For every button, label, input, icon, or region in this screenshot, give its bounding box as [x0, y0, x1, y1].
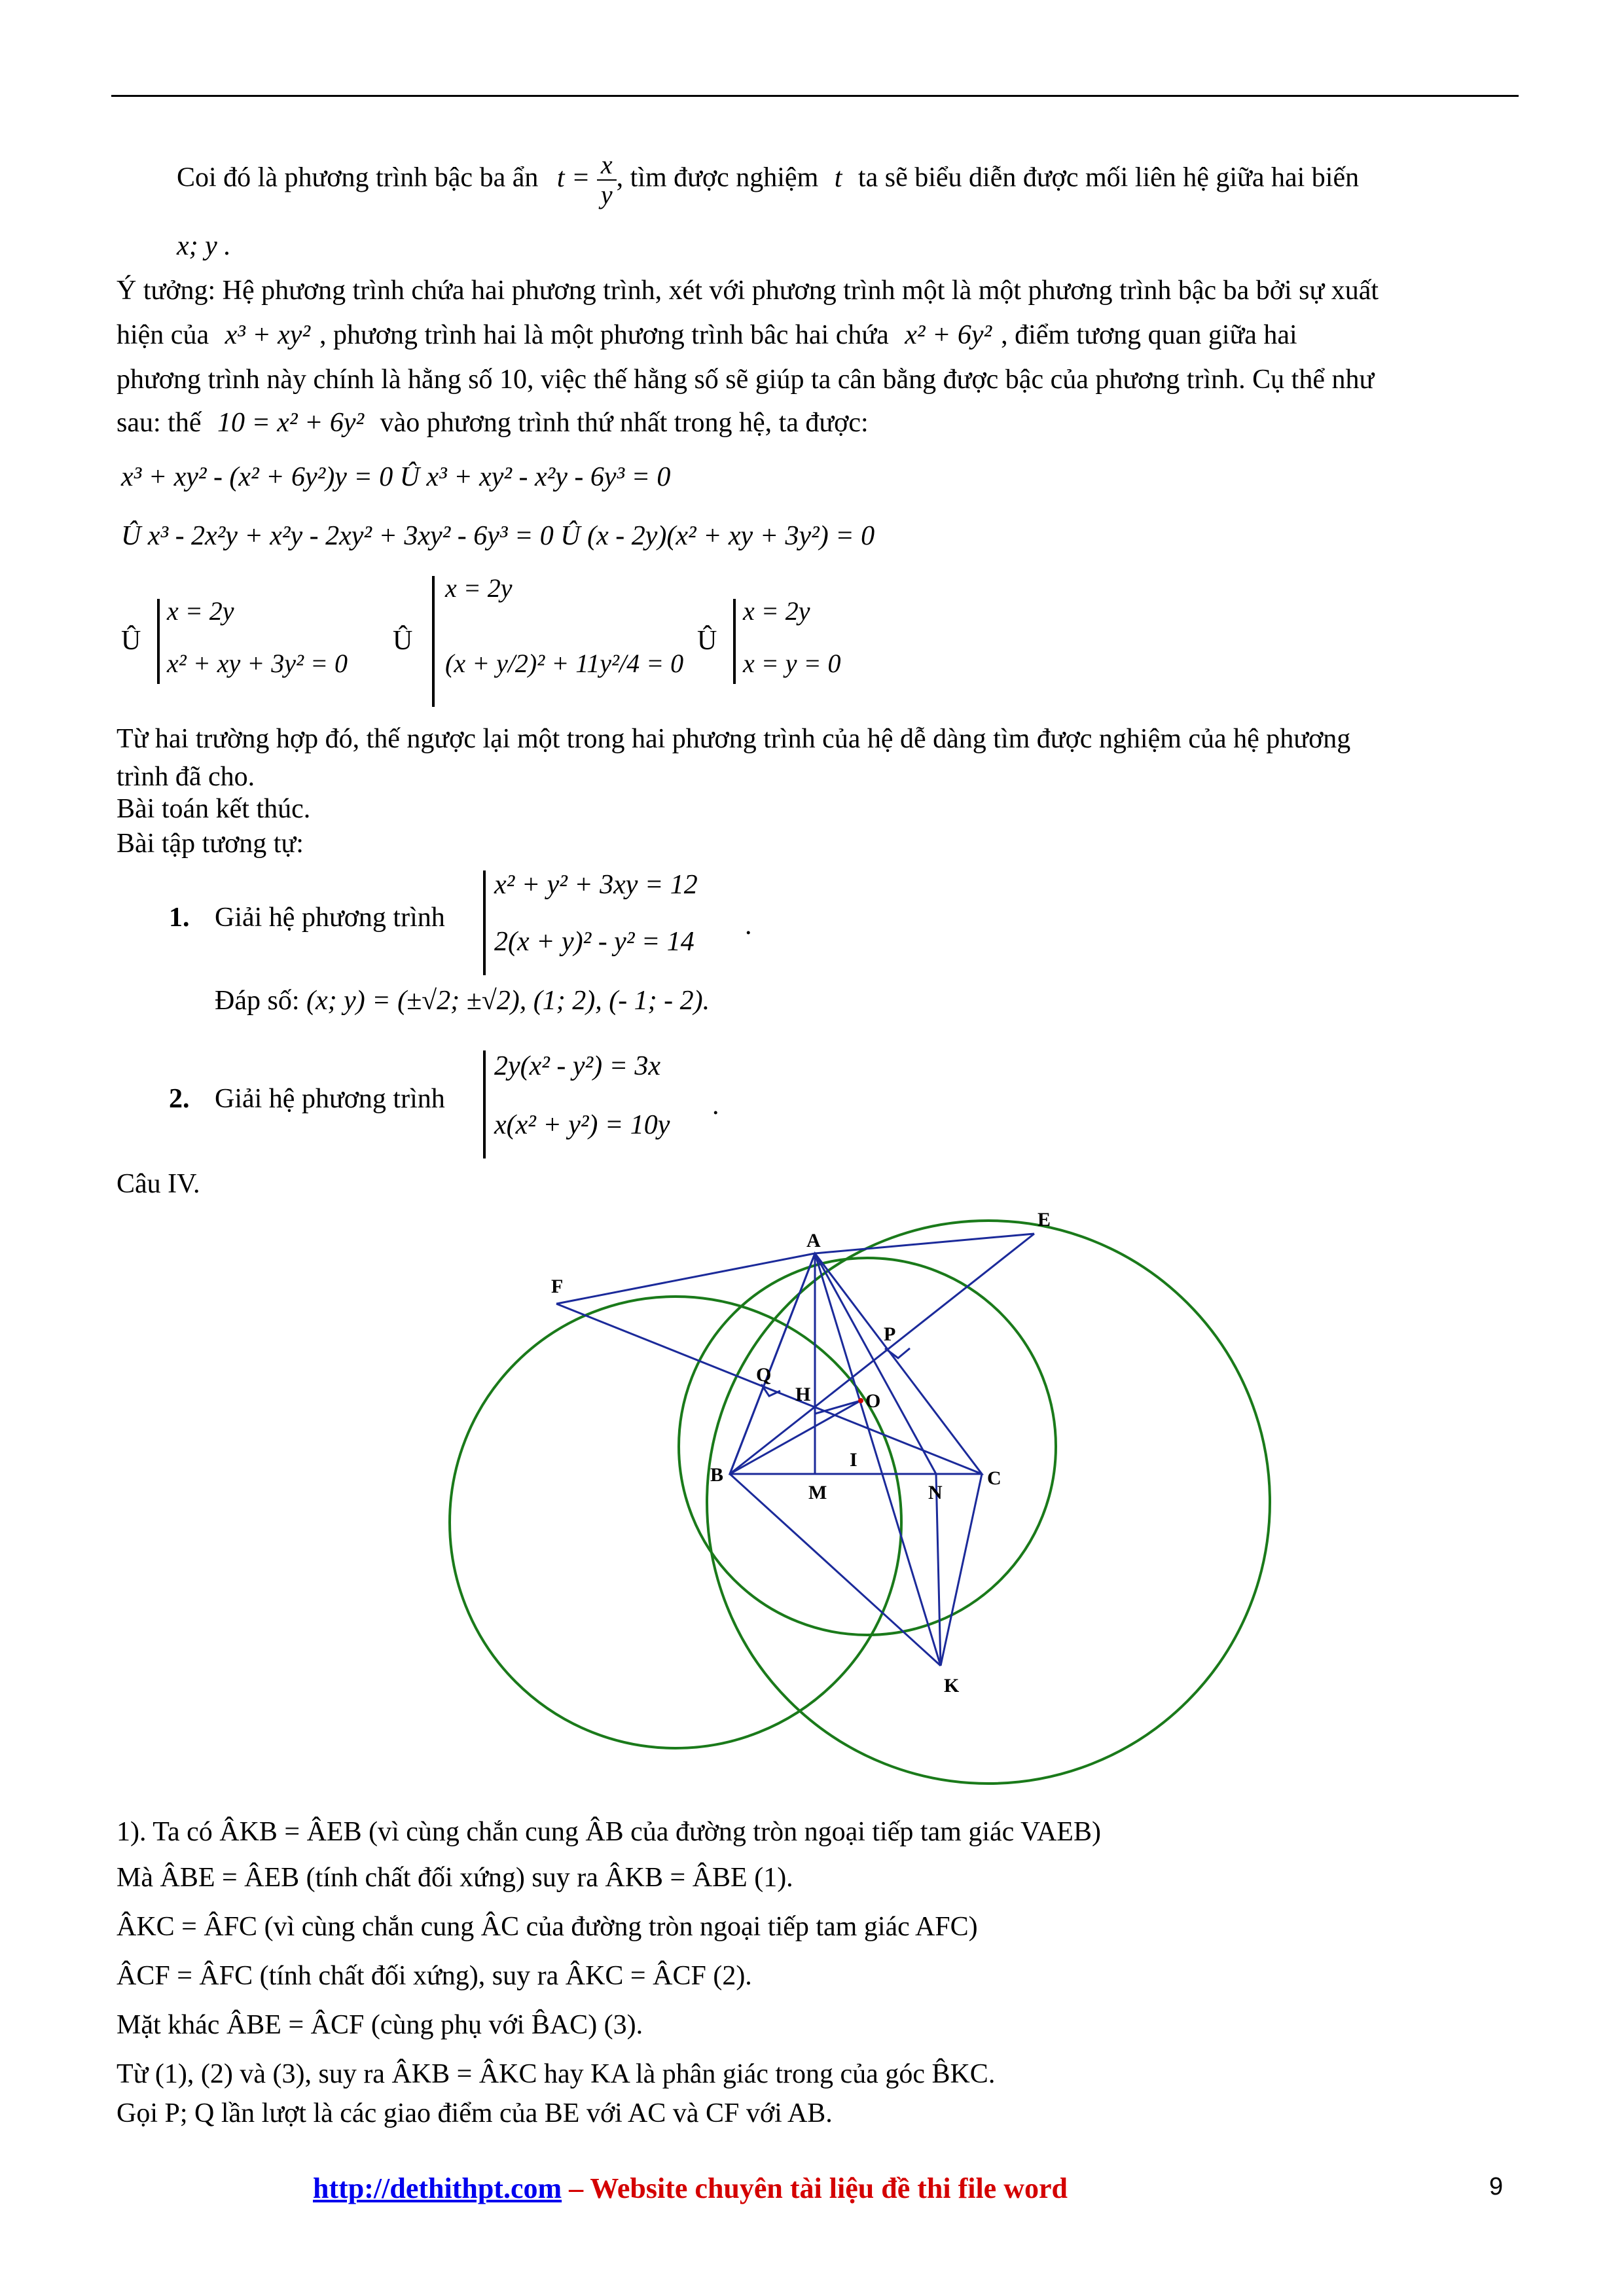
footer-text: – Website chuyên tài liệu đề thi file word — [562, 2172, 1068, 2204]
answer-label: Đáp số: — [215, 986, 300, 1016]
label-b: B — [710, 1464, 724, 1486]
proof-line-6: Từ (1), (2) và (3), suy ra ÂKB = ÂKC hay KA là phân giác trong của góc B̂KC. — [117, 2059, 996, 2089]
equation-2: Û x³ - 2x²y + x²y - 2xy² + 3xy² - 6y³ = 0 Û (x - 2y)(x² + xy + 3y²) = 0 — [121, 521, 875, 551]
circles — [450, 1221, 1270, 1784]
idea-math-2: x² + 6y² — [905, 320, 992, 350]
segment-ak — [815, 1253, 941, 1666]
proof-line-2: Mà ÂBE = ÂEB (tính chất đối xứng) suy ra ÂKB = ÂBE (1). — [117, 1863, 793, 1893]
segment-ae — [815, 1234, 1034, 1253]
exercise-1-eq-a: x² + y² + 3xy = 12 — [494, 870, 698, 900]
label-e: E — [1038, 1209, 1051, 1230]
intro-text-3: ta sẽ biểu diễn được mối liên hệ giữa hai biến — [857, 162, 1360, 193]
conclusion-line-1: Từ hai trường hợp đó, thế ngược lại một trong hai phương trình của hệ dễ dàng tìm được nghiệm của hệ phương — [117, 724, 1351, 754]
label-i: I — [850, 1449, 857, 1471]
label-m: M — [808, 1482, 827, 1503]
right-angle-markers — [761, 1348, 910, 1396]
t-variable: t = — [556, 162, 590, 193]
system-3-eq-b: x = y = 0 — [743, 649, 841, 678]
system-1-symbol: Û — [121, 626, 141, 656]
system-3-symbol: Û — [697, 626, 717, 656]
intro-line-2: x; y . — [177, 231, 231, 261]
equation-1: x³ + xy² - (x² + 6y²)y = 0 Û x³ + xy² - x²y - 6y³ = 0 — [121, 462, 671, 492]
exercise-2-label: Giải hệ phương trình — [215, 1084, 445, 1114]
exercise-2-eq-b: x(x² + y²) = 10y — [494, 1110, 670, 1140]
system-2-eq-a: x = 2y — [445, 573, 513, 603]
idea-text-5: vào phương trình thứ nhất trong hệ, ta được: — [380, 408, 869, 438]
idea-line-3: phương trình này chính là hằng số 10, việc thế hằng số sẽ giúp ta cân bằng được bậc của phương trình. Cụ thể như — [117, 365, 1375, 395]
system-3-eq-a: x = 2y — [743, 596, 810, 626]
label-p: P — [884, 1323, 896, 1345]
t-variable-2: t — [834, 162, 842, 193]
conclusion-end: Bài toán kết thúc. — [117, 794, 311, 824]
exercise-1-period: . — [745, 910, 752, 941]
label-k: K — [944, 1675, 960, 1696]
exercise-1-label: Giải hệ phương trình — [215, 903, 445, 933]
segment-an — [815, 1253, 936, 1474]
exercise-2-number: 2. — [169, 1084, 190, 1114]
conclusion-line-2: trình đã cho. — [117, 762, 255, 792]
proof-line-5: Mặt khác ÂBE = ÂCF (cùng phụ với B̂AC) (3). — [117, 2010, 643, 2040]
intro-text: Coi đó là phương trình bậc ba ẩn — [177, 162, 539, 193]
system-2-eq-b: (x + y/2)² + 11y²/4 = 0 — [445, 649, 684, 678]
proof-line-1: 1). Ta có ÂKB = ÂEB (vì cùng chắn cung ÂB của đường tròn ngoại tiếp tam giác VAEB) — [117, 1817, 1101, 1847]
label-o: O — [865, 1390, 881, 1412]
proof-line-7: Gọi P; Q lần lượt là các giao điểm của BE với AC và CF với AB. — [117, 2098, 833, 2128]
exercise-2-eq-a: 2y(x² - y²) = 3x — [494, 1051, 661, 1081]
footer-link[interactable]: http://dethithpt.com — [313, 2172, 562, 2204]
footer — [313, 2172, 1068, 2205]
intro-text-2: , tìm được nghiệm — [616, 162, 819, 193]
idea-text-4: sau: thế — [117, 408, 202, 438]
point-o-marker — [858, 1398, 863, 1403]
frac-numerator: x — [597, 151, 617, 181]
proof-line-4: ÂCF = ÂFC (tính chất đối xứng), suy ra ÂKC = ÂCF (2). — [117, 1961, 752, 1991]
segment-ck — [941, 1474, 982, 1666]
label-c: C — [987, 1467, 1001, 1489]
label-f: F — [551, 1276, 564, 1297]
idea-line-1: Ý tưởng: Hệ phương trình chứa hai phương trình, xét với phương trình một là một phương trình bậc ba bởi sự xuất — [117, 276, 1379, 306]
answer-value: (x; y) = (±√2; ±√2), (1; 2), (- 1; - 2). — [306, 986, 710, 1016]
segment-bo — [730, 1401, 861, 1474]
exercise-1-number: 1. — [169, 903, 190, 933]
label-q: Q — [756, 1364, 772, 1386]
page-number: 9 — [1489, 2173, 1504, 2200]
label-n: N — [928, 1482, 943, 1503]
segment-bk — [730, 1474, 941, 1666]
idea-text-3: , điểm tương quan giữa hai — [1001, 320, 1297, 350]
circle-aeb — [707, 1221, 1270, 1784]
idea-math-3: 10 = x² + 6y² — [217, 408, 365, 438]
idea-text-2: , phương trình hai là một phương trình bâc hai chứa — [319, 320, 889, 350]
circle-afc — [450, 1297, 901, 1748]
circle-abc — [679, 1258, 1056, 1635]
exercise-2-period: . — [712, 1090, 719, 1121]
idea-math-1: x³ + xy² — [225, 320, 311, 350]
question-heading: Câu IV. — [117, 1169, 200, 1199]
system-1-eq-b: x² + xy + 3y² = 0 — [167, 649, 348, 678]
system-2-symbol: Û — [393, 626, 413, 656]
label-h: H — [795, 1384, 811, 1405]
idea-text: hiện của — [117, 320, 209, 350]
exercise-1-eq-b: 2(x + y)² - y² = 14 — [494, 927, 695, 957]
frac-denominator: y — [600, 180, 613, 209]
label-a: A — [806, 1230, 821, 1251]
proof-line-3: ÂKC = ÂFC (vì cùng chắn cung ÂC của đường tròn ngoại tiếp tam giác AFC) — [117, 1912, 978, 1942]
similar-heading: Bài tập tương tự: — [117, 829, 304, 859]
system-1-eq-a: x = 2y — [167, 596, 234, 626]
